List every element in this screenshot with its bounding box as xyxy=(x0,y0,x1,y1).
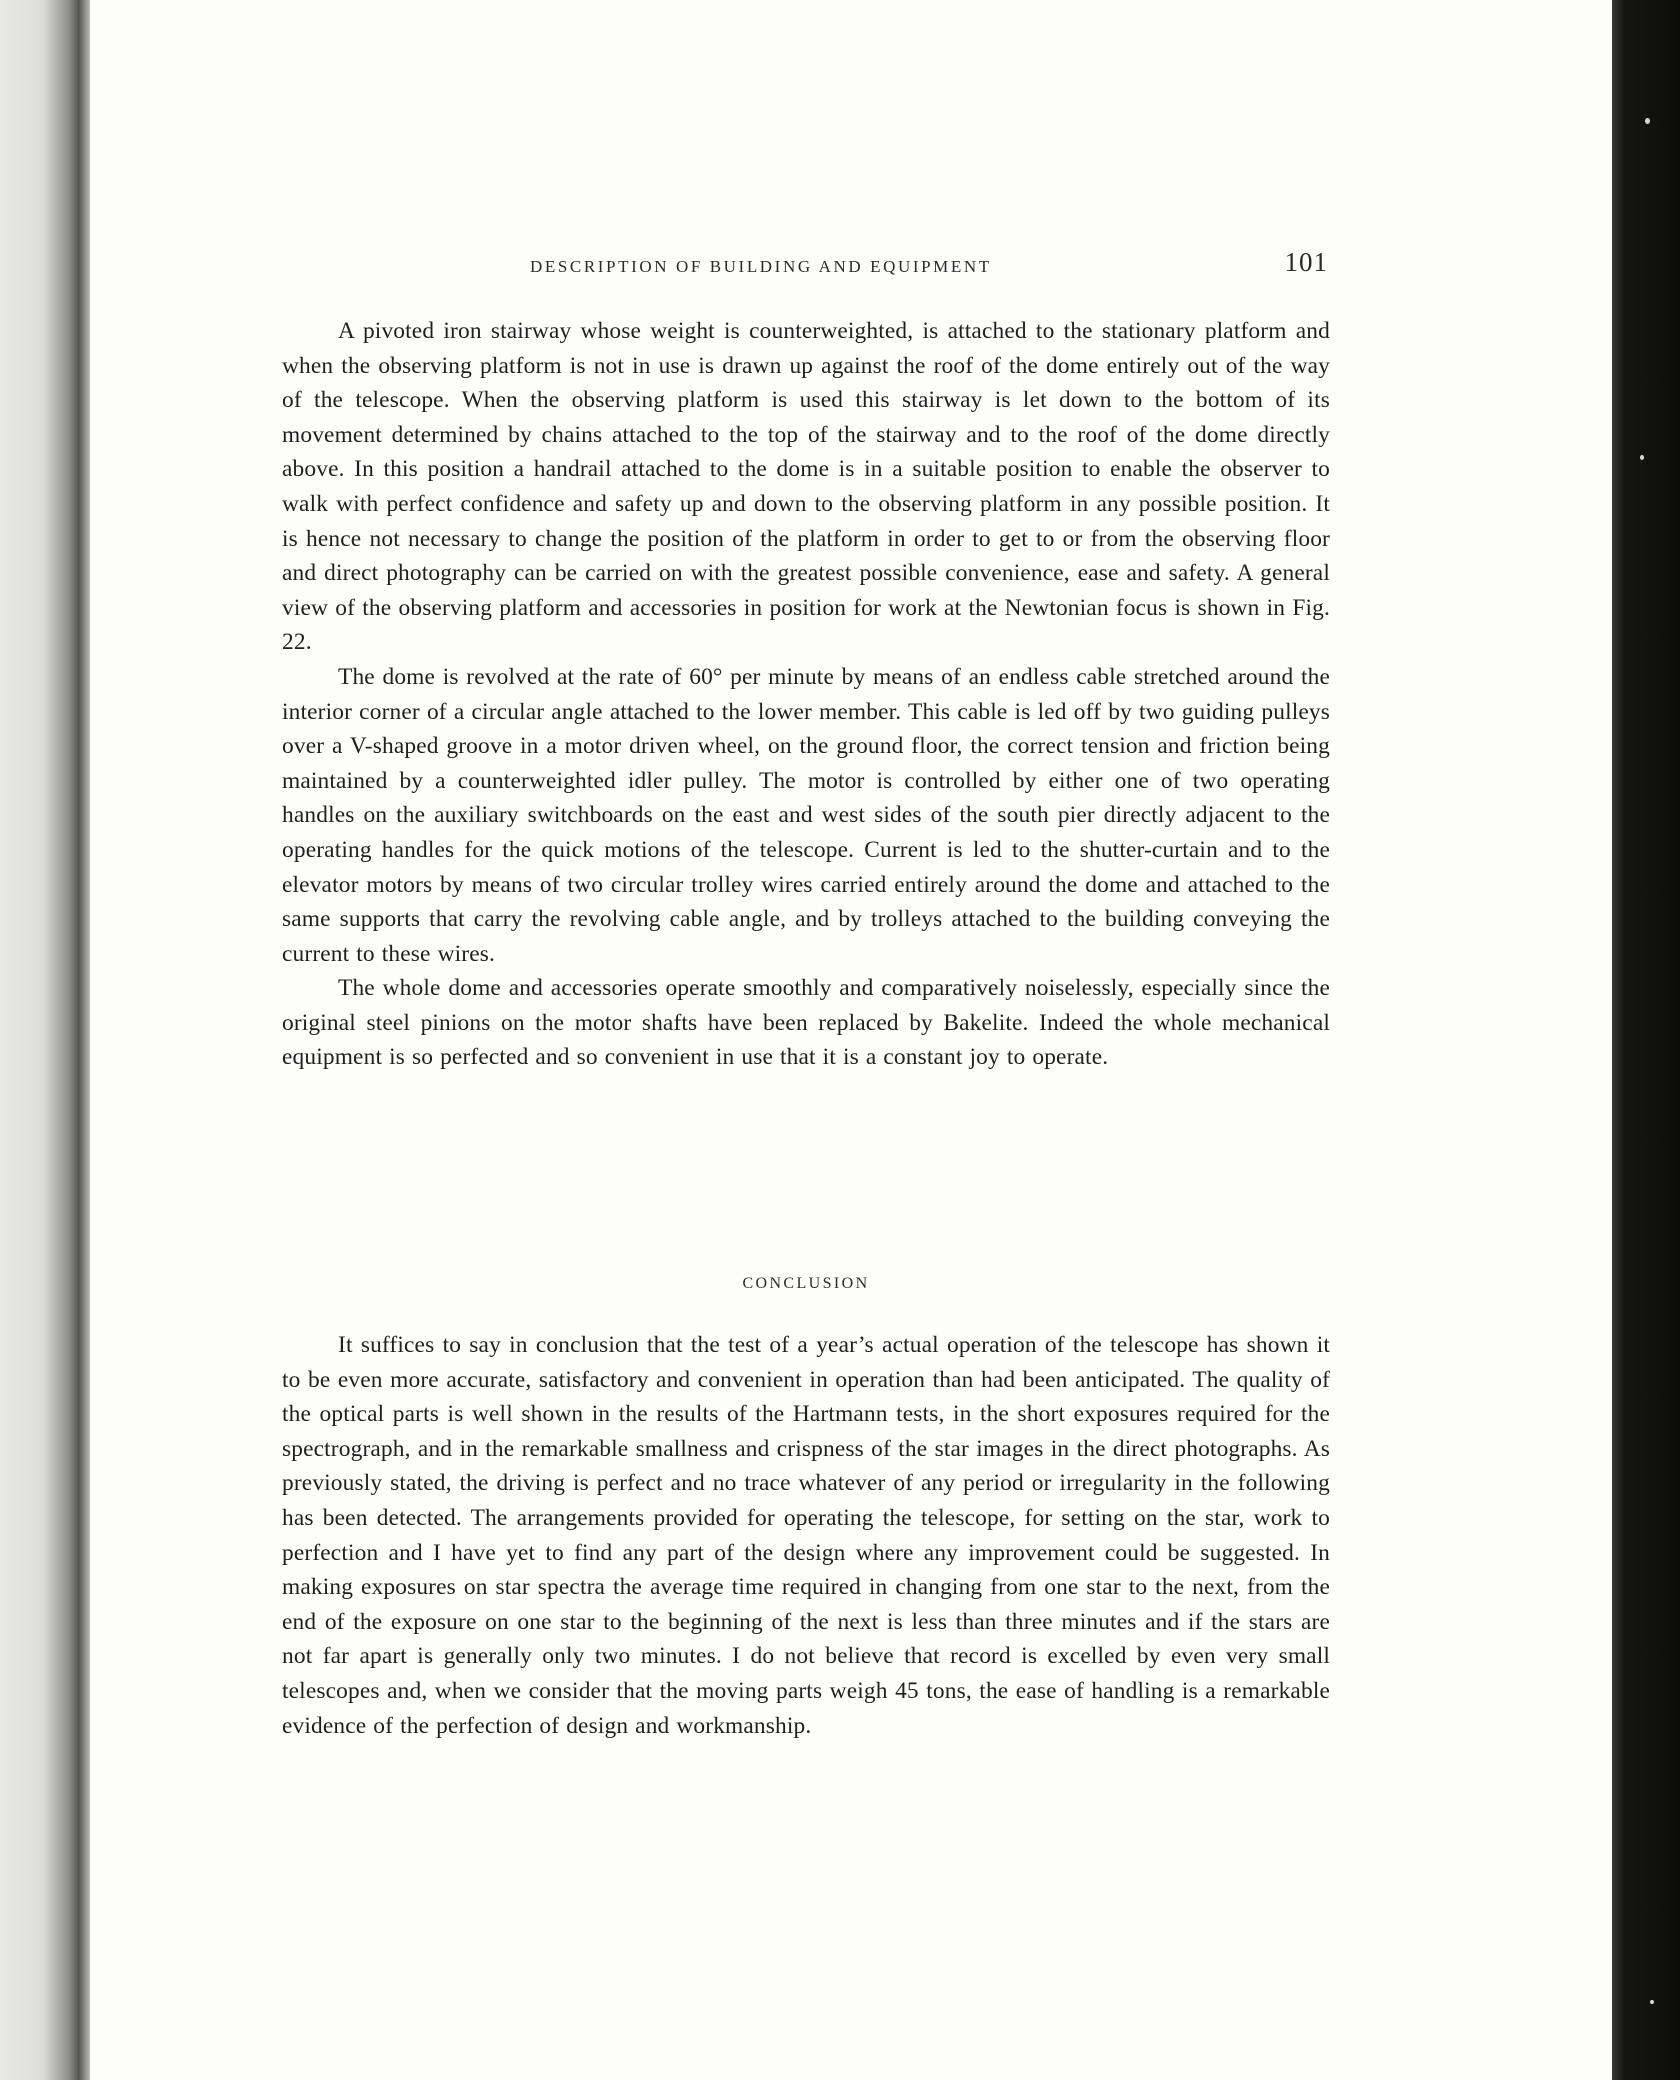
body-text xyxy=(282,314,1330,1075)
paragraph: It suffices to say in conclusion that the test of a year’s actual operation of the telescope has shown it to be even more accurate, satisfactory and convenient in operation than had been anticipated. The quality of the optical parts is well shown in the results of the Hartmann tests, in the short exposures required for the spectrograph, and in the remarkable smallness and crispness of the star images in the direct photographs. As previously stated, the driving is perfect and no trace whatever of any period or irregularity in the following has been detected. The arrangements provided for operating the telescope, for setting on the star, work to perfection and I have yet to find any part of the design where any improvement could be suggested. In making exposures on star spectra the average time required in changing from one star to the next, from the end of the exposure on one star to the beginning of the next is less than three minutes and if the stars are not far apart is generally only two minutes. I do not believe that record is excelled by even very small telescopes and, when we consider that the moving parts weigh 45 tons, the ease of handling is a remarkable evidence of the perfection of design and workmanship. xyxy=(282,1332,1330,1739)
section-heading: CONCLUSION xyxy=(742,1275,870,1292)
scan-speck xyxy=(1645,118,1650,124)
scan-speck xyxy=(1650,2000,1654,2004)
scan-right-border xyxy=(1612,0,1680,2080)
conclusion-text xyxy=(282,1328,1330,1743)
running-title: DESCRIPTION OF BUILDING AND EQUIPMENT xyxy=(530,257,992,276)
scan-speck xyxy=(1640,455,1644,460)
paragraph: The dome is revolved at the rate of 60° per minute by means of an endless cable stretched around the interior corner of a circular angle attached to the lower member. This cable is led off by two guiding pulleys over a V-shaped groove in a motor driven wheel, on the ground floor, the correct tension and friction being maintained by a counterweighted idler pulley. The motor is controlled by either one of two operating handles on the auxiliary switchboards on the east and west sides of the south pier directly adjacent to the operating handles for the quick motions of the telescope. Current is led to the shutter-curtain and to the elevator motors by means of two circular trolley wires carried entirely around the dome and attached to the same supports that carry the revolving cable angle, and by trolleys attached to the building conveying the current to these wires. xyxy=(282,663,1330,967)
running-head xyxy=(282,247,1328,287)
page-left-edge-shadow xyxy=(78,0,90,2080)
paragraph: The whole dome and accessories operate smoothly and comparatively noiselessly, especially since the original steel pinions on the motor shafts have been replaced by Bakelite. Indeed the whole mechanical equipment is so perfected and so convenient in use that it is a constant joy to operate. xyxy=(282,975,1330,1071)
scan-left-margin xyxy=(0,0,78,2080)
paragraph: A pivoted iron stairway whose weight is counterweighted, is attached to the stationary platform and when the observing platform is not in use is drawn up against the roof of the dome entirely out of the way of the telescope. When the observing platform is used this stairway is let down to the bottom of its movement determined by chains attached to the top of the stairway and to the roof of the dome directly above. In this position a handrail attached to the dome is in a suitable position to enable the observer to walk with perfect confidence and safety up and down to the observing platform in any possible position. It is hence not necessary to change the position of the platform in order to get to or from the observing floor and direct photography can be carried on with the greatest possible convenience, ease and safety. A general view of the observing platform and accessories in position for work at the Newtonian focus is shown in Fig. 22. xyxy=(282,318,1330,656)
page-number: 101 xyxy=(1284,247,1328,277)
